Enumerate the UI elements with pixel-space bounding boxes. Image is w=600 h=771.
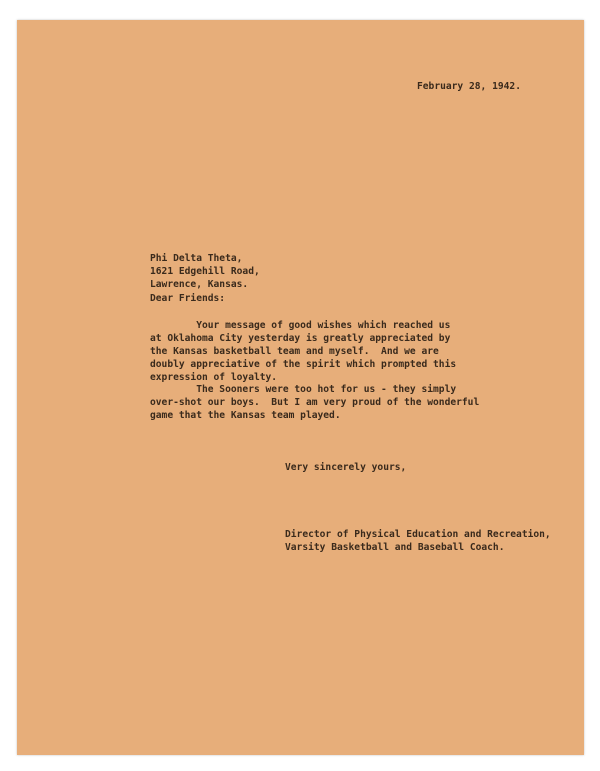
- paragraph-line: The Sooners were too hot for us - they simply: [150, 384, 457, 395]
- signature-line: Varsity Basketball and Baseball Coach.: [285, 542, 505, 553]
- address-line: 1621 Edgehill Road,: [150, 266, 260, 277]
- letter-date: February 28, 1942.: [417, 81, 521, 92]
- paragraph-line: expression of loyalty.: [150, 372, 278, 383]
- signature-block: [285, 528, 551, 554]
- address-line: Phi Delta Theta,: [150, 253, 243, 264]
- paragraph-line: the Kansas basketball team and myself. And we are: [150, 346, 439, 357]
- salutation: Dear Friends:: [150, 293, 226, 304]
- paragraph-line: game that the Kansas team played.: [150, 410, 341, 421]
- recipient-address: [150, 252, 260, 291]
- paragraph-1: [150, 319, 456, 384]
- complimentary-close: Very sincerely yours,: [285, 462, 407, 473]
- letter-body: [17, 20, 584, 755]
- letter-page: [17, 20, 584, 755]
- address-line: Lawrence, Kansas.: [150, 279, 249, 290]
- paragraph-line: doubly appreciative of the spirit which prompted this: [150, 359, 457, 370]
- paragraph-2: [150, 383, 479, 422]
- signature-line: Director of Physical Education and Recreation,: [285, 529, 551, 540]
- paragraph-line: over-shot our boys. But I am very proud of the wonderful: [150, 397, 480, 408]
- paragraph-line: Your message of good wishes which reached us: [150, 320, 451, 331]
- paragraph-line: at Oklahoma City yesterday is greatly appreciated by: [150, 333, 451, 344]
